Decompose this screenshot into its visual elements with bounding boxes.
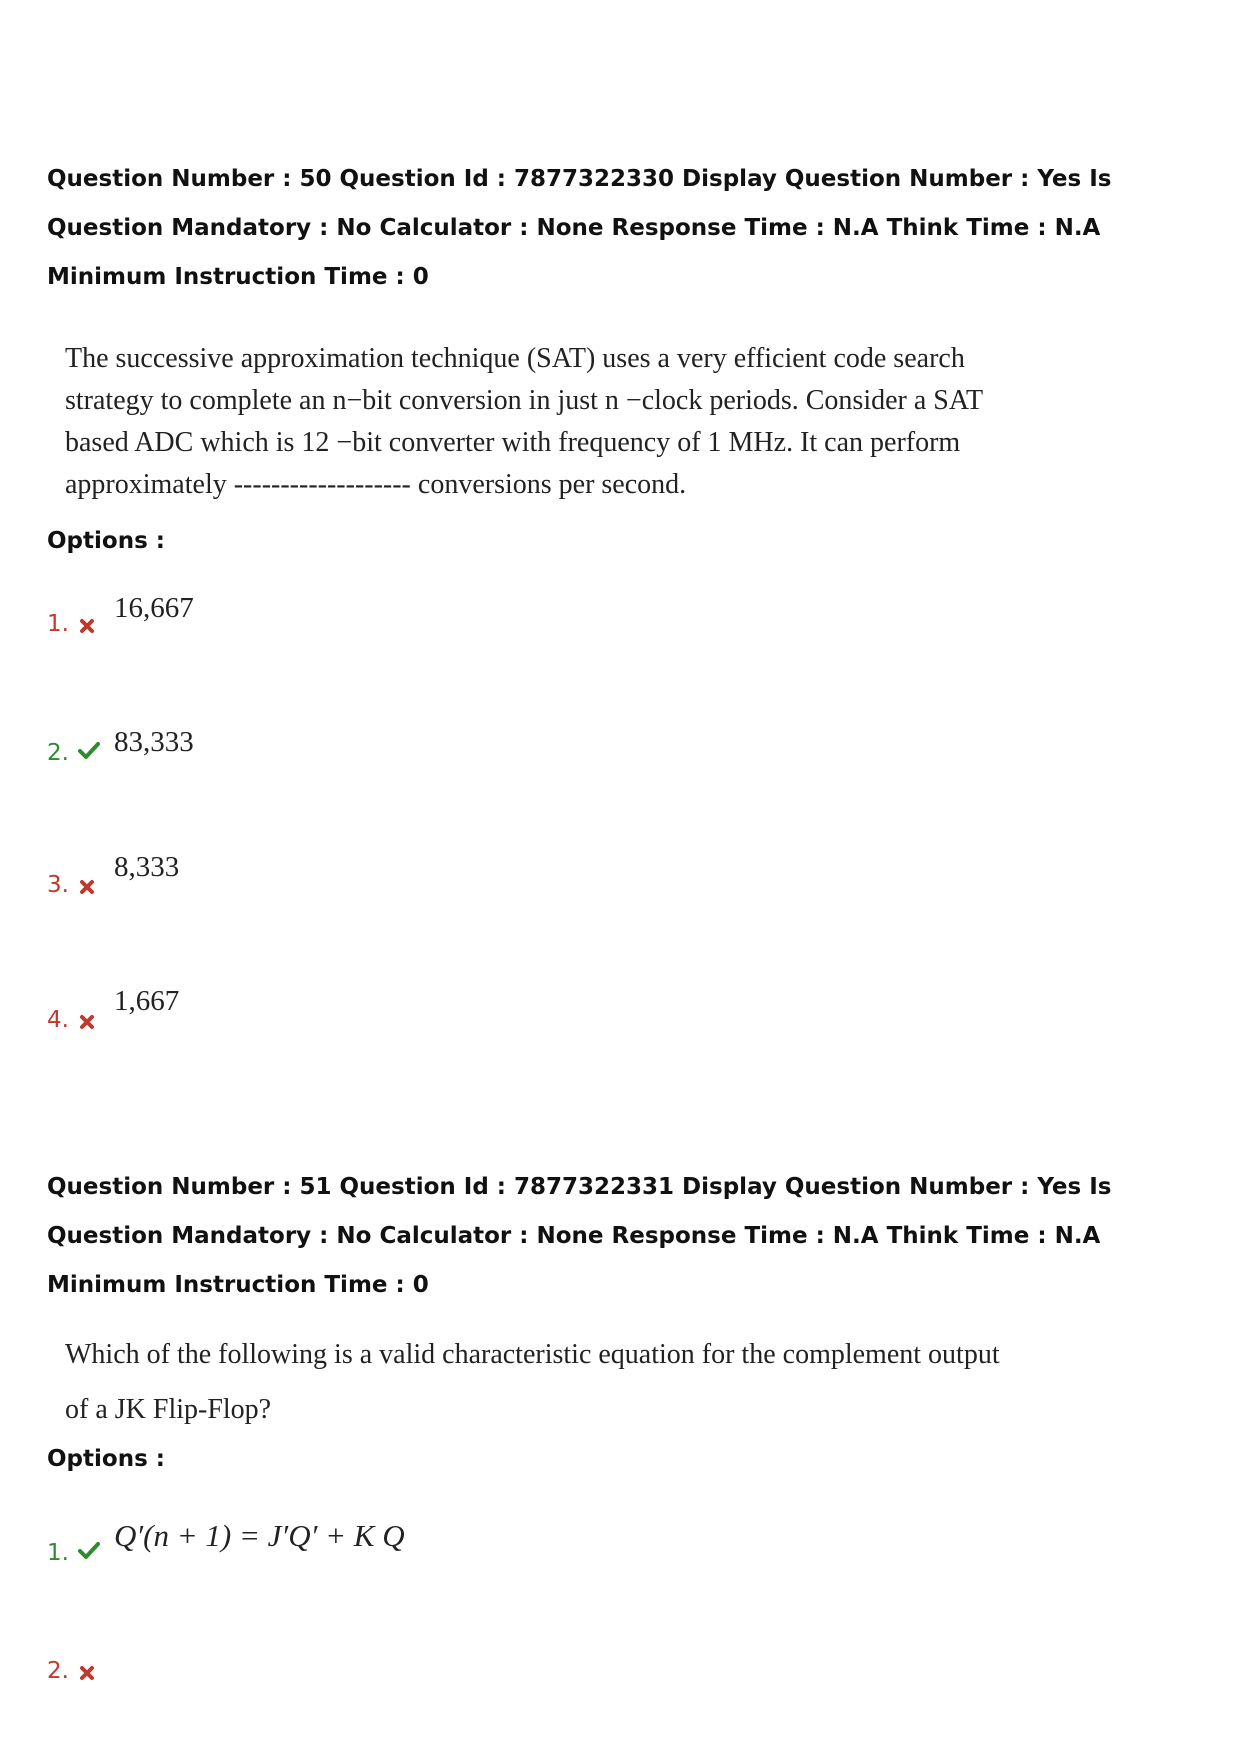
- option-value: 16,667: [114, 592, 194, 624]
- option-number: 1.: [47, 1540, 69, 1566]
- option-value: 8,333: [114, 851, 180, 883]
- check-icon: [78, 741, 100, 759]
- question-50-text-line: based ADC which is 12 −bit converter with frequency of 1 MHz. It can perform: [65, 427, 961, 458]
- cross-icon: [78, 617, 96, 635]
- option-value: 1,667: [114, 985, 180, 1017]
- option-number: 2.: [47, 740, 69, 766]
- options-label: Options :: [47, 1446, 165, 1472]
- question-50-meta: Question Number : 50 Question Id : 7877322330 Display Question Number : Yes Is Question Mandatory : No Calculator : None Response Time : N.A Think Time : N.A Minimum Instruction Time : 0: [47, 166, 1112, 290]
- cross-icon: [78, 1013, 96, 1031]
- question-50-text-line: approximately ------------------- conversions per second.: [65, 469, 687, 500]
- question-51-text-line: of a JK Flip-Flop?: [65, 1394, 272, 1425]
- question-51-text-line: Which of the following is a valid characteristic equation for the complement output: [65, 1339, 1000, 1370]
- option-number: 2.: [47, 1658, 69, 1684]
- cross-icon: [78, 1664, 96, 1682]
- option-number: 4.: [47, 1007, 69, 1033]
- question-50-text-line: The successive approximation technique (SAT) uses a very efficient code search: [65, 343, 965, 374]
- option-value: Q′(n + 1) = J′Q′ + K Q: [114, 1518, 405, 1553]
- option-number: 1.: [47, 611, 69, 637]
- cross-icon: [78, 878, 96, 896]
- check-icon: [78, 1541, 100, 1559]
- question-51-meta: Question Number : 51 Question Id : 7877322331 Display Question Number : Yes Is Question Mandatory : No Calculator : None Response Time : N.A Think Time : N.A Minimum Instruction Time : 0: [47, 1174, 1112, 1298]
- options-label: Options :: [47, 528, 165, 554]
- question-50-text-line: strategy to complete an n−bit conversion in just n −clock periods. Consider a SAT: [65, 385, 984, 416]
- question-50-text: [65, 338, 983, 506]
- question-51-text: [65, 1327, 1000, 1437]
- option-number: 3.: [47, 872, 69, 898]
- option-value: 83,333: [114, 726, 194, 758]
